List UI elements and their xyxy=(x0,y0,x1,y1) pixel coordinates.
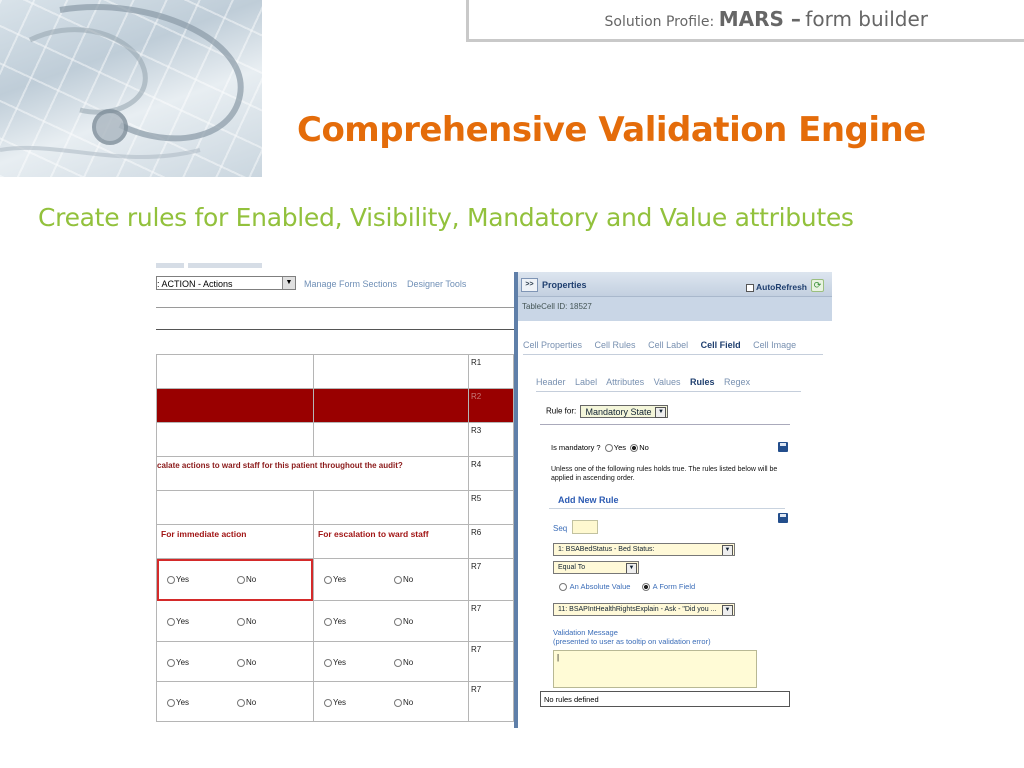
radio-icon[interactable] xyxy=(642,583,650,591)
row-label: R7 xyxy=(469,642,514,682)
grid-cell[interactable] xyxy=(157,389,314,423)
properties-header xyxy=(518,272,832,297)
no-option[interactable]: No xyxy=(237,575,256,584)
grid-cell[interactable] xyxy=(314,559,469,601)
profile-suffix: form builder xyxy=(805,7,928,31)
properties-panel xyxy=(514,272,832,728)
rule-for-select[interactable]: Mandatory State ▼ xyxy=(580,405,668,418)
yes-option[interactable]: Yes xyxy=(167,617,189,626)
subtab-attributes[interactable]: Attributes xyxy=(606,377,645,387)
rules-list: No rules defined xyxy=(540,691,790,707)
row-label: R6 xyxy=(469,525,514,559)
grid-cell[interactable] xyxy=(314,525,469,559)
grid-cell[interactable] xyxy=(314,491,469,525)
radio-icon[interactable] xyxy=(237,659,245,667)
chevron-down-icon[interactable]: ▼ xyxy=(655,407,666,418)
validation-message-input[interactable]: | xyxy=(553,650,757,688)
cell-id: TableCell ID: 18527 xyxy=(518,297,832,321)
slide-subtitle: Create rules for Enabled, Visibility, Mandatory and Value attributes xyxy=(38,203,854,232)
column-header-escalation: For escalation to ward staff xyxy=(318,529,429,539)
compare-field-select[interactable]: 11: BSAPIntHealthRightsExplain - Ask - "Did you ... ▼ xyxy=(553,603,735,616)
column-header-immediate: For immediate action xyxy=(161,529,247,539)
yes-option[interactable]: Yes xyxy=(324,575,346,584)
no-option[interactable]: No xyxy=(237,658,256,667)
subtab-header[interactable]: Header xyxy=(536,377,566,387)
operator-select[interactable]: Equal To ▼ xyxy=(553,561,639,574)
table-row xyxy=(157,355,514,389)
absolute-value-option[interactable]: An Absolute Value xyxy=(559,582,630,591)
chevron-down-icon[interactable]: ▼ xyxy=(282,277,295,289)
row-label: R1 xyxy=(469,355,514,389)
rule-for-label: Rule for: xyxy=(546,406,577,416)
divider xyxy=(156,307,514,308)
tab-divider xyxy=(523,354,823,355)
section-select-value: : ACTION - Actions xyxy=(157,279,233,289)
row-label: R7 xyxy=(469,682,514,722)
radio-icon[interactable] xyxy=(324,576,332,584)
subtab-regex[interactable]: Regex xyxy=(724,377,751,387)
row-label: R2 xyxy=(469,389,514,423)
radio-icon[interactable] xyxy=(237,699,245,707)
radio-icon[interactable] xyxy=(394,618,402,626)
yes-option[interactable]: Yes xyxy=(167,575,189,584)
grid-cell[interactable] xyxy=(157,355,314,389)
no-option[interactable]: No xyxy=(394,617,413,626)
chevron-down-icon[interactable]: ▼ xyxy=(722,605,733,616)
add-new-rule-link[interactable]: Add New Rule xyxy=(558,495,619,505)
profile-prefix: Solution Profile: xyxy=(604,14,715,30)
yes-option[interactable]: Yes xyxy=(324,658,346,667)
manage-form-sections-link[interactable]: Manage Form Sections xyxy=(304,279,398,289)
designer-tools-link[interactable]: Designer Tools xyxy=(407,279,467,289)
seq-label: Seq xyxy=(553,524,568,533)
grid-cell[interactable] xyxy=(157,525,314,559)
radio-icon[interactable] xyxy=(167,699,175,707)
form-grid xyxy=(156,354,514,722)
solution-profile-box xyxy=(466,0,1024,42)
grid-cell[interactable] xyxy=(157,682,314,722)
divider xyxy=(156,329,514,330)
field-select[interactable]: 1: BSABedStatus - Bed Status: ▼ xyxy=(553,543,735,556)
tab-cell-properties[interactable]: Cell Properties xyxy=(523,340,583,350)
no-option[interactable]: No xyxy=(394,658,413,667)
radio-icon[interactable] xyxy=(394,699,402,707)
radio-icon[interactable] xyxy=(394,659,402,667)
tab-cell-rules[interactable]: Cell Rules xyxy=(594,340,636,350)
table-row xyxy=(157,389,514,423)
radio-icon[interactable] xyxy=(167,659,175,667)
is-mandatory-label: Is mandatory ? xyxy=(551,443,601,452)
selected-cell-highlight xyxy=(157,559,313,601)
no-option[interactable]: No xyxy=(394,575,413,584)
profile-product: MARS – xyxy=(718,7,801,31)
radio-no-icon[interactable] xyxy=(630,444,638,452)
stethoscope-graphic xyxy=(0,0,262,177)
form-builder-screenshot xyxy=(156,263,832,728)
grid-cell[interactable] xyxy=(314,601,469,642)
tab-cell-label[interactable]: Cell Label xyxy=(648,340,689,350)
refresh-icon[interactable]: ⟳ xyxy=(811,279,824,292)
tab-divider xyxy=(536,391,801,392)
save-icon[interactable] xyxy=(778,442,788,452)
table-row xyxy=(157,642,514,682)
row-label: R4 xyxy=(469,457,514,491)
chevron-down-icon[interactable]: ▼ xyxy=(626,563,637,574)
tab-cell-image[interactable]: Cell Image xyxy=(753,340,797,350)
grid-cell[interactable] xyxy=(157,601,314,642)
table-row xyxy=(157,491,514,525)
table-row xyxy=(157,682,514,722)
table-row xyxy=(157,601,514,642)
table-row xyxy=(157,423,514,457)
radio-icon[interactable] xyxy=(324,618,332,626)
seq-input[interactable] xyxy=(572,520,598,534)
checkbox-icon[interactable] xyxy=(746,284,754,292)
radio-yes-icon[interactable] xyxy=(605,444,613,452)
subtab-label[interactable]: Label xyxy=(575,377,598,387)
grid-cell[interactable] xyxy=(157,642,314,682)
rule-for-row xyxy=(546,405,668,418)
new-rule-form xyxy=(549,508,785,694)
slide-title: Comprehensive Validation Engine xyxy=(297,110,926,150)
yes-option[interactable]: Yes xyxy=(167,698,189,707)
rules-explanation: Unless one of the following rules holds true. The rules listed below will be applied in ascending order. xyxy=(551,466,778,482)
mandatory-yes-label: Yes xyxy=(613,443,627,452)
no-option[interactable]: No xyxy=(237,698,256,707)
grid-cell[interactable] xyxy=(157,423,314,457)
table-row xyxy=(157,525,514,559)
radio-icon[interactable] xyxy=(324,699,332,707)
tab-cell-field[interactable]: Cell Field xyxy=(700,340,741,350)
radio-icon[interactable] xyxy=(237,618,245,626)
grid-cell[interactable] xyxy=(314,682,469,722)
grid-cell[interactable] xyxy=(314,355,469,389)
form-field-option[interactable]: A Form Field xyxy=(642,582,695,591)
grid-cell[interactable] xyxy=(314,389,469,423)
row-label: R3 xyxy=(469,423,514,457)
yes-option[interactable]: Yes xyxy=(167,658,189,667)
yes-option[interactable]: Yes xyxy=(324,698,346,707)
is-mandatory-row xyxy=(551,443,649,452)
radio-icon[interactable] xyxy=(167,618,175,626)
yes-option[interactable]: Yes xyxy=(324,617,346,626)
table-row xyxy=(157,457,514,491)
divider xyxy=(540,424,790,425)
validation-message-label: Validation Message (presented to user as tooltip on validation error) xyxy=(553,628,711,646)
no-option[interactable]: No xyxy=(394,698,413,707)
grid-cell[interactable] xyxy=(157,491,314,525)
stethoscope-keyboard-photo xyxy=(0,0,262,177)
expand-button[interactable]: >> xyxy=(521,278,538,292)
chevron-down-icon[interactable]: ▼ xyxy=(722,545,733,556)
tab-stub xyxy=(188,263,262,268)
mandatory-no-label: No xyxy=(639,443,649,452)
radio-icon[interactable] xyxy=(394,576,402,584)
grid-cell[interactable] xyxy=(157,457,469,491)
subtab-rules[interactable]: Rules xyxy=(690,377,715,387)
properties-title: Properties xyxy=(542,280,587,290)
subtab-values[interactable]: Values xyxy=(653,377,681,387)
grid-cell[interactable] xyxy=(314,423,469,457)
section-select[interactable] xyxy=(156,276,296,290)
auto-refresh-checkbox[interactable]: AutoRefresh xyxy=(746,282,807,292)
row-label: R7 xyxy=(469,601,514,642)
question-text: calate actions to ward staff for this patient throughout the audit? xyxy=(157,461,403,470)
tab-stub xyxy=(156,263,184,268)
cell-tabs xyxy=(523,340,806,350)
solution-profile xyxy=(605,7,929,31)
field-subtabs xyxy=(536,377,757,387)
row-label: R7 xyxy=(469,559,514,601)
radio-icon[interactable] xyxy=(559,583,567,591)
grid-cell[interactable] xyxy=(314,642,469,682)
row-label: R5 xyxy=(469,491,514,525)
no-option[interactable]: No xyxy=(237,617,256,626)
radio-icon[interactable] xyxy=(324,659,332,667)
save-icon[interactable] xyxy=(778,513,788,523)
